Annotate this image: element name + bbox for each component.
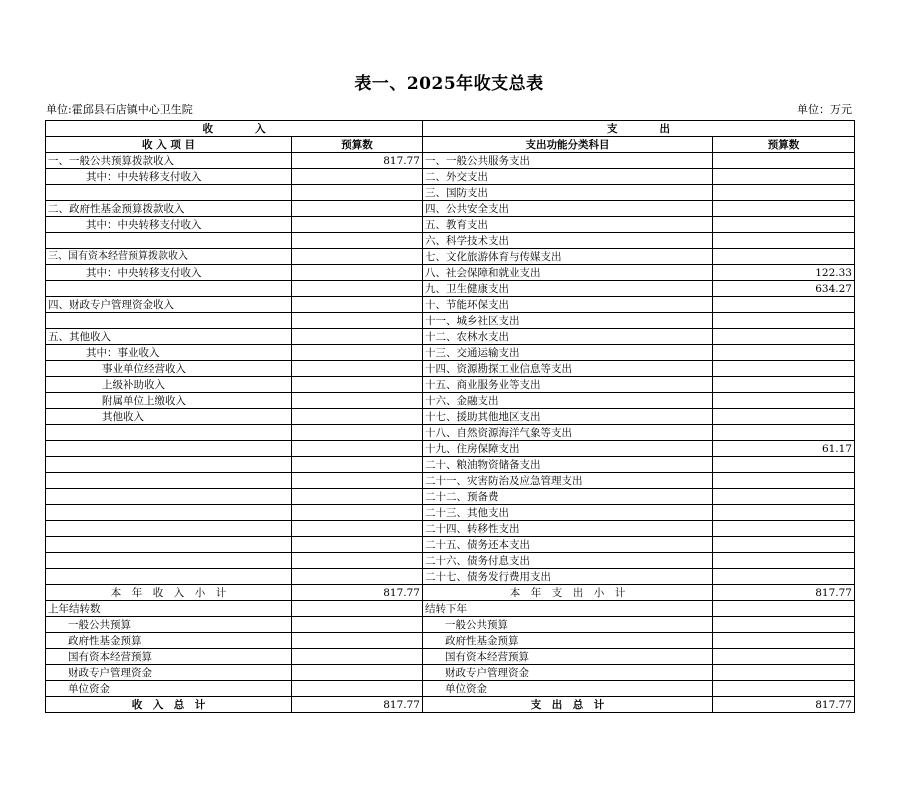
table-row <box>46 329 855 345</box>
income-item-cell: 其中：中央转移支付收入 <box>46 217 292 233</box>
income-budget-cell <box>292 361 423 377</box>
expense-item-cell: 二十三、其他支出 <box>423 505 713 521</box>
income-item-cell <box>46 441 292 457</box>
expense-subtotal-label: 本 年 支 出 小 计 <box>423 585 713 601</box>
table-row <box>46 185 855 201</box>
expense-budget-cell <box>713 361 855 377</box>
budget-summary-table <box>45 120 855 713</box>
expense-item-cell: 一、一般公共服务支出 <box>423 153 713 169</box>
expense-carryover-value <box>713 665 855 681</box>
expense-budget-cell <box>713 169 855 185</box>
income-item-cell: 五、其他收入 <box>46 329 292 345</box>
table-row <box>46 281 855 297</box>
income-item-cell: 附属单位上缴收入 <box>46 393 292 409</box>
income-total-value: 817.77 <box>292 697 423 713</box>
expense-carryover-cell: 国有资本经营预算 <box>423 649 713 665</box>
expense-budget-cell <box>713 537 855 553</box>
expense-item-cell: 十五、商业服务业等支出 <box>423 377 713 393</box>
income-budget-cell <box>292 521 423 537</box>
expense-budget-cell <box>713 233 855 249</box>
income-budget-cell <box>292 569 423 585</box>
income-item-cell <box>46 505 292 521</box>
income-budget-cell: 817.77 <box>292 153 423 169</box>
income-carryover-value <box>292 649 423 665</box>
expense-total-value: 817.77 <box>713 697 855 713</box>
table-row <box>46 537 855 553</box>
expense-item-cell: 二十五、债务还本支出 <box>423 537 713 553</box>
income-item-cell: 一、一般公共预算拨款收入 <box>46 153 292 169</box>
income-carryover-value <box>292 601 423 617</box>
income-carryover-cell: 上年结转数 <box>46 601 292 617</box>
table-row <box>46 153 855 169</box>
unit-currency-label: 单位：万元 <box>797 103 852 116</box>
expense-carryover-value <box>713 649 855 665</box>
income-item-header: 收 入 项 目 <box>46 137 292 153</box>
expense-item-cell: 六、科学技术支出 <box>423 233 713 249</box>
expense-item-cell: 十八、自然资源海洋气象等支出 <box>423 425 713 441</box>
expense-budget-cell: 634.27 <box>713 281 855 297</box>
table-row <box>46 249 855 265</box>
income-budget-cell <box>292 409 423 425</box>
income-carryover-cell: 一般公共预算 <box>46 617 292 633</box>
income-carryover-cell: 政府性基金预算 <box>46 633 292 649</box>
income-subtotal-label: 本 年 收 入 小 计 <box>46 585 292 601</box>
expense-carryover-cell: 结转下年 <box>423 601 713 617</box>
income-budget-cell <box>292 201 423 217</box>
table-row <box>46 441 855 457</box>
expense-budget-cell <box>713 425 855 441</box>
income-budget-cell <box>292 249 423 265</box>
expense-budget-cell <box>713 329 855 345</box>
expense-item-cell: 十四、资源勘探工业信息等支出 <box>423 361 713 377</box>
expense-item-cell: 十一、城乡社区支出 <box>423 313 713 329</box>
table-row <box>46 265 855 281</box>
table-row <box>46 361 855 377</box>
expense-item-cell: 二十四、转移性支出 <box>423 521 713 537</box>
expense-budget-cell <box>713 569 855 585</box>
income-item-cell <box>46 281 292 297</box>
income-group-header: 收 入 <box>46 121 423 137</box>
income-item-cell <box>46 553 292 569</box>
expense-item-cell: 二十二、预备费 <box>423 489 713 505</box>
income-budget-cell <box>292 297 423 313</box>
income-item-cell <box>46 537 292 553</box>
expense-carryover-value <box>713 617 855 633</box>
income-budget-cell <box>292 489 423 505</box>
expense-budget-cell <box>713 457 855 473</box>
expense-budget-cell <box>713 345 855 361</box>
page-title: 表一、2025年收支总表 <box>354 74 544 94</box>
expense-budget-cell <box>713 201 855 217</box>
income-item-cell <box>46 313 292 329</box>
carryover-row <box>46 665 855 681</box>
table-row <box>46 489 855 505</box>
income-carryover-cell: 国有资本经营预算 <box>46 649 292 665</box>
expense-budget-cell <box>713 249 855 265</box>
expense-item-cell: 三、国防支出 <box>423 185 713 201</box>
expense-budget-cell <box>713 409 855 425</box>
expense-group-header: 支 出 <box>423 121 855 137</box>
table-row <box>46 569 855 585</box>
income-item-cell: 三、国有资本经营预算拨款收入 <box>46 249 292 265</box>
table-row <box>46 505 855 521</box>
income-item-cell <box>46 185 292 201</box>
expense-budget-cell <box>713 553 855 569</box>
income-item-cell: 其中：中央转移支付收入 <box>46 265 292 281</box>
expense-budget-cell <box>713 473 855 489</box>
table-row <box>46 217 855 233</box>
table-row <box>46 345 855 361</box>
income-budget-header: 预算数 <box>292 137 423 153</box>
income-budget-cell <box>292 185 423 201</box>
expense-budget-cell <box>713 505 855 521</box>
expense-budget-cell <box>713 217 855 233</box>
income-item-cell: 四、财政专户管理资金收入 <box>46 297 292 313</box>
subtotal-row <box>46 585 855 601</box>
table-row <box>46 377 855 393</box>
expense-budget-cell <box>713 153 855 169</box>
expense-budget-cell <box>713 393 855 409</box>
table-row <box>46 521 855 537</box>
income-carryover-value <box>292 617 423 633</box>
expense-item-cell: 二十一、灾害防治及应急管理支出 <box>423 473 713 489</box>
income-budget-cell <box>292 457 423 473</box>
income-budget-cell <box>292 217 423 233</box>
income-item-cell <box>46 425 292 441</box>
income-item-cell <box>46 457 292 473</box>
expense-budget-cell <box>713 521 855 537</box>
table-row <box>46 553 855 569</box>
income-item-cell <box>46 233 292 249</box>
income-budget-cell <box>292 537 423 553</box>
unit-org-label: 单位:霍邱县石店镇中心卫生院 <box>46 103 193 116</box>
income-item-cell: 其中：事业收入 <box>46 345 292 361</box>
income-item-cell: 上级补助收入 <box>46 377 292 393</box>
expense-item-header: 支出功能分类科目 <box>423 137 713 153</box>
income-item-cell <box>46 489 292 505</box>
expense-item-cell: 二十、粮油物资储备支出 <box>423 457 713 473</box>
income-budget-cell <box>292 329 423 345</box>
carryover-row <box>46 633 855 649</box>
income-budget-cell <box>292 553 423 569</box>
carryover-row <box>46 601 855 617</box>
table-row <box>46 393 855 409</box>
expense-budget-cell <box>713 489 855 505</box>
expense-budget-cell: 61.17 <box>713 441 855 457</box>
expense-carryover-value <box>713 681 855 697</box>
expense-budget-cell <box>713 185 855 201</box>
table-column-header-row <box>46 137 855 153</box>
income-budget-cell <box>292 505 423 521</box>
income-carryover-cell: 单位资金 <box>46 681 292 697</box>
expense-budget-header: 预算数 <box>713 137 855 153</box>
income-item-cell <box>46 521 292 537</box>
income-carryover-value <box>292 665 423 681</box>
income-carryover-value <box>292 681 423 697</box>
income-item-cell: 事业单位经营收入 <box>46 361 292 377</box>
total-row <box>46 697 855 713</box>
carryover-row <box>46 649 855 665</box>
expense-item-cell: 十、节能环保支出 <box>423 297 713 313</box>
table-row <box>46 297 855 313</box>
income-budget-cell <box>292 393 423 409</box>
expense-item-cell: 五、教育支出 <box>423 217 713 233</box>
table-row <box>46 233 855 249</box>
expense-carryover-cell: 一般公共预算 <box>423 617 713 633</box>
income-carryover-cell: 财政专户管理资金 <box>46 665 292 681</box>
expense-carryover-value <box>713 633 855 649</box>
expense-item-cell: 八、社会保障和就业支出 <box>423 265 713 281</box>
expense-subtotal-value: 817.77 <box>713 585 855 601</box>
carryover-row <box>46 617 855 633</box>
income-budget-cell <box>292 377 423 393</box>
expense-budget-cell: 122.33 <box>713 265 855 281</box>
income-item-cell: 其他收入 <box>46 409 292 425</box>
income-budget-cell <box>292 313 423 329</box>
income-budget-cell <box>292 233 423 249</box>
expense-carryover-cell: 财政专户管理资金 <box>423 665 713 681</box>
income-budget-cell <box>292 425 423 441</box>
expense-item-cell: 七、文化旅游体育与传媒支出 <box>423 249 713 265</box>
table-row <box>46 169 855 185</box>
income-budget-cell <box>292 345 423 361</box>
income-item-cell <box>46 569 292 585</box>
table-row <box>46 409 855 425</box>
expense-item-cell: 二十七、债务发行费用支出 <box>423 569 713 585</box>
income-budget-cell <box>292 441 423 457</box>
table-row <box>46 313 855 329</box>
expense-item-cell: 四、公共安全支出 <box>423 201 713 217</box>
expense-carryover-cell: 政府性基金预算 <box>423 633 713 649</box>
expense-item-cell: 十二、农林水支出 <box>423 329 713 345</box>
expense-budget-cell <box>713 313 855 329</box>
expense-carryover-cell: 单位资金 <box>423 681 713 697</box>
table-row <box>46 457 855 473</box>
expense-item-cell: 十三、交通运输支出 <box>423 345 713 361</box>
expense-item-cell: 二、外交支出 <box>423 169 713 185</box>
table-row <box>46 425 855 441</box>
expense-budget-cell <box>713 297 855 313</box>
income-item-cell: 二、政府性基金预算拨款收入 <box>46 201 292 217</box>
expense-carryover-value <box>713 601 855 617</box>
income-carryover-value <box>292 633 423 649</box>
expense-item-cell: 二十六、债务付息支出 <box>423 553 713 569</box>
expense-item-cell: 十九、住房保障支出 <box>423 441 713 457</box>
income-item-cell: 其中：中央转移支付收入 <box>46 169 292 185</box>
income-total-label: 收 入 总 计 <box>46 697 292 713</box>
table-row <box>46 473 855 489</box>
income-budget-cell <box>292 281 423 297</box>
expense-budget-cell <box>713 377 855 393</box>
expense-item-cell: 十六、金融支出 <box>423 393 713 409</box>
income-budget-cell <box>292 265 423 281</box>
income-item-cell <box>46 473 292 489</box>
table-group-header-row <box>46 121 855 137</box>
income-subtotal-value: 817.77 <box>292 585 423 601</box>
income-budget-cell <box>292 473 423 489</box>
carryover-row <box>46 681 855 697</box>
income-budget-cell <box>292 169 423 185</box>
table-row <box>46 201 855 217</box>
expense-total-label: 支 出 总 计 <box>423 697 713 713</box>
expense-item-cell: 十七、援助其他地区支出 <box>423 409 713 425</box>
expense-item-cell: 九、卫生健康支出 <box>423 281 713 297</box>
